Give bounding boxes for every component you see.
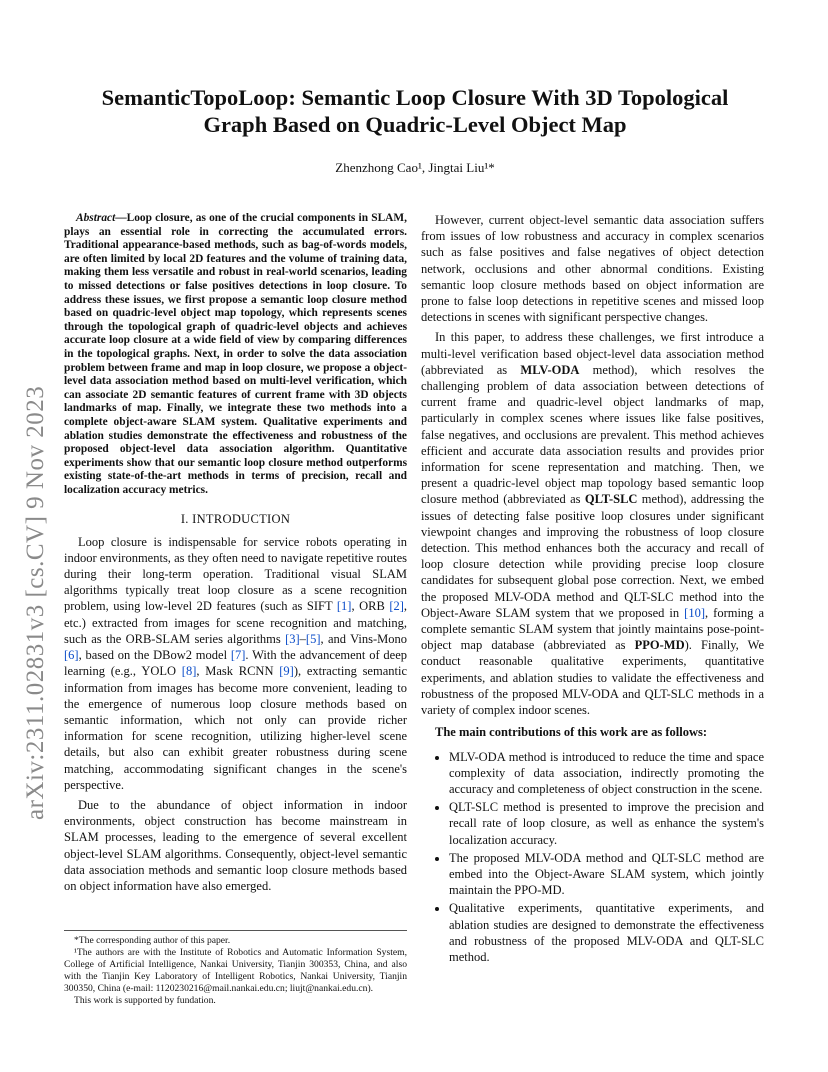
right-column [421,212,764,967]
footnote-funding: This work is supported by fundation. [74,995,216,1006]
left-column [64,212,407,898]
text-run: , based on the DBow2 model [78,648,231,663]
citation-link[interactable]: [8] [181,664,197,679]
abstract-text: —Loop closure, as one of the crucial components in SLAM, plays an essential role in correcting the accumulated errors. Traditional appearance-based methods, such as bag-of-words models, are often limited by local 2D features and the volume of training data, making them less versatile and robust in real-world scenarios, leading to missed detections or false positives detections in loop closure. To address these issues, we first propose a semantic loop closure method based on quadric-level object map topology, which represents scenes through the topological graph of quadric-level objects and achieves accurate loop closure at a wide field of view by comparing differences in the topological graphs. Next, in order to solve the data association problem between frame and map in loop closure, we propose a object-level data association method based on multi-level verification, which can associate 2D semantic features of current frame with 3D objects landmarks of map. Finally, we integrate these two methods into a complete object-aware SLAM system. Qualitative experiments and ablation studies demonstrate the effectiveness and robustness of the proposed object-level data association algorithm. Quantitative experiments show that our semantic loop closure method outperforms existing state-of-the-art methods in terms of precision, recall and localization accuracy metrics. [64,212,407,496]
citation-link[interactable]: [2] [389,599,404,614]
term-ppo-md: PPO-MD [634,638,685,653]
text-run: ). Finally, We conduct reasonable qualitative experiments, quantitative experiments, and ablation studies to validate the effectiveness and robustness of the proposed MLV-ODA and QLT-SLC methods in a variety of complex indoor scenes. [421,638,765,718]
text-run: In this paper, to address these challenges, we first introduce a multi-level verification based object-level data association method (abbreviated as [421,330,764,377]
text-run: . With the advancement of deep learning (e.g., YOLO [64,648,408,679]
term-qlt-slc: QLT-SLC [584,492,638,507]
text-run: method), addressing the issues of detecting false positive loop closures under significant viewpoint changes and improving the robustness of loop closure detection. This method enhances both the accuracy and recall of loop closure detection while providing precise loop closure candidates for subsequent global pose correction. Next, we embed the proposed MLV-ODA method and QLT-SLC method into the Object-Aware SLAM system that we proposed in [421,492,765,620]
citation-link[interactable]: [6] [64,648,79,663]
list-item: • The proposed MLV-ODA method and QLT-SLC method are embed into the Object-Aware SLAM system, which jointly maintain the PPO-MD. [449,850,764,899]
footnote-corresponding: *The corresponding author of this paper. [74,935,231,946]
right-paragraph-1: However, current object-level semantic data association suffers from issues of low robustness and accuracy in complex scenarios such as false positives and false negatives of object detection network, occlusions and other abnormal conditions. Existing semantic loop closure methods based on object information are prone to false loop detections in repetitive scenes and missed loop detections in scenes with significant perspective changes. [421,213,764,325]
citation-link[interactable]: [7] [230,648,246,663]
list-item: • QLT-SLC method is presented to improve the precision and recall rate of loop closure, as well as enhance the system's localization accuracy. [449,799,764,848]
text-run: Loop closure is indispensable for service robots operating in indoor environments, as they often need to navigate repetitive routes during their long-term operation. Traditional visual SLAM algorithms typically treat loop closure as a scene recognition problem, using low-level 2D features (such as SIFT [64,534,407,614]
abstract [64,212,407,497]
abstract-label: Abstract [76,212,116,224]
citation-link[interactable]: [1] [336,599,352,614]
list-item: • Qualitative experiments, quantitative experiments, and ablation studies are designed to demonstrate the effectiveness and robustness of the proposed MLV-ODA and QLT-SLC method. [449,900,764,965]
contributions-list [421,749,764,966]
text-run: , Mask RCNN [196,664,280,679]
citation-link[interactable]: [10] [684,605,705,620]
section-heading-introduction: I. INTRODUCTION [180,512,291,527]
citation-link[interactable]: [9] [279,664,294,679]
text-run: , ORB [351,599,390,614]
text-run: , etc.) extracted from images for scene recognition and matching, such as the ORB-SLAM series algorithms [64,599,408,646]
intro-paragraph-1 [64,534,407,793]
arxiv-side-label[interactable]: arXiv:2311.02831v3 [cs.CV] 9 Nov 2023 [22,385,49,820]
paper-title: SemanticTopoLoop: Semantic Loop Closure With 3D Topological Graph Based on Quadric-Level Object Map [101,85,729,137]
intro-paragraph-2: Due to the abundance of object information in indoor environments, object construction has become mainstream in SLAM processes, leading to the emergence of several excellent object-level SLAM algorithms. Consequently, object-level semantic data association methods and semantic loop closure methods based on object information have also emerged. [64,797,407,893]
citation-link[interactable]: [5] [305,631,321,646]
paper-authors: Zhenzhong Cao¹, Jingtai Liu¹* [335,160,495,175]
right-paragraph-2 [421,329,764,718]
footnote-affiliation: ¹The authors are with the Institute of Robotics and Automatic Information System, College of Artificial Intelligence, Nankai University, Tianjin 300353, China, and also with the Tianjin Key Laboratory of Intelligent Robotics, Nankai University, Tianjin 300350, China (e-mail: 1120230216@mail.nankai.edu.cn; liujt@nankai.edu.cn). [64,947,407,994]
citation-link[interactable]: [3] [285,631,300,646]
text-run: – [299,631,306,646]
text-run: ), extracting semantic information from images has become more convenient, leading to the emergence of numerous loop closure methods based on semantic information, which not only can provide richer information for scene recognition, utilizing higher-level scene details, but also can exhibit greater robustness during scene matching, accommodating significant changes in the scene's perspective. [64,664,407,792]
text-run: , and Vins-Mono [320,631,407,646]
footnotes [64,930,407,1007]
term-mlv-oda: MLV-ODA [520,362,580,377]
text-run: method), which resolves the challenging problem of data association between detections of current frame and quadric-level object landmarks of map, particularly in complex scenes where issues like false positives, false negatives, and occlusions are prevalent. This method achieves efficient and accurate data association results and provides prior information for scene representation and matching. Then, we present a quadric-level object map topology based semantic loop closure method (abbreviated as [421,362,764,507]
list-item: • MLV-ODA method is introduced to reduce the time and space complexity of data association, indirectly promoting the accuracy and completeness of object construction in the scene. [449,749,764,798]
contributions-heading: The main contributions of this work are as follows: [435,725,708,740]
text-run: , forming a complete semantic SLAM system that jointly maintains pose-point-object map database (abbreviated as [421,605,764,653]
